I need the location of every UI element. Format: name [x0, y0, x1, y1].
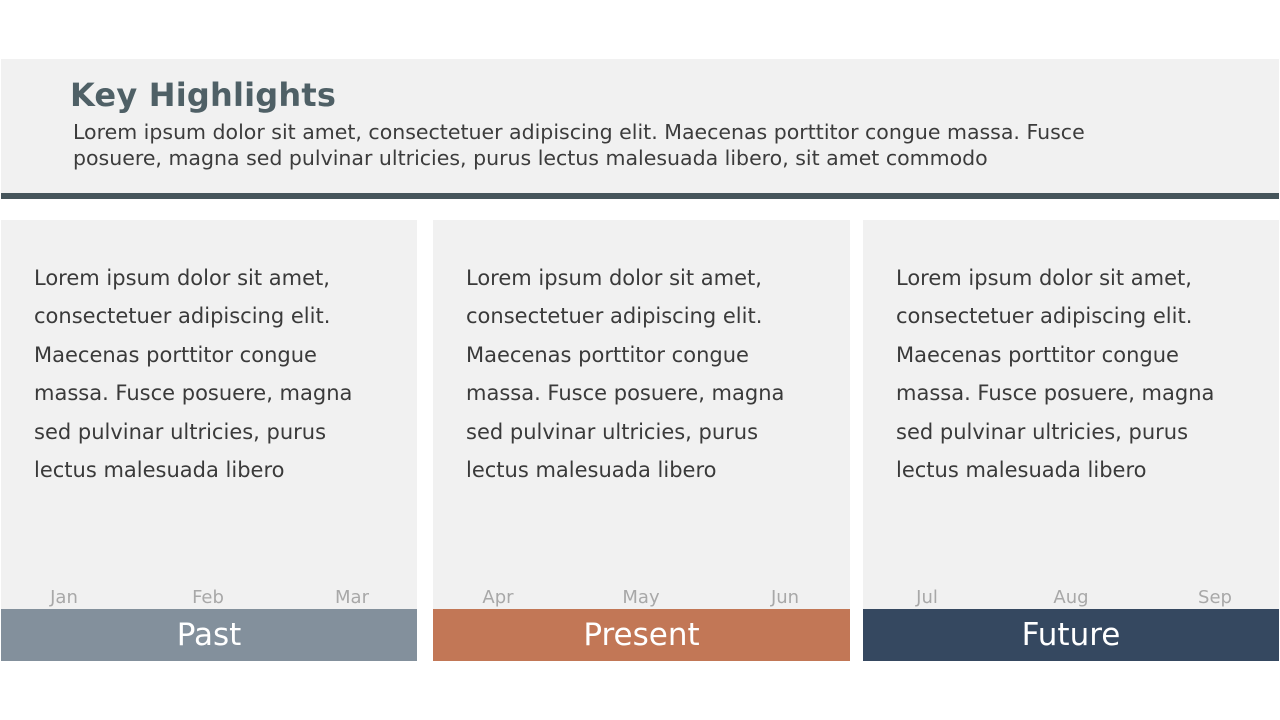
- month-label: Apr: [482, 587, 514, 608]
- future-button[interactable]: Future: [863, 609, 1279, 661]
- header-divider: [1, 193, 1279, 199]
- card-present: [433, 220, 850, 661]
- present-button[interactable]: Present: [433, 609, 850, 661]
- card-past-body: Lorem ipsum dolor sit amet, consectetuer adipiscing elit. Maecenas porttitor congue massa. Fusce posuere, magna sed pulvinar ultricies, purus lectus malesuada libero: [34, 266, 353, 483]
- month-label: Feb: [192, 587, 224, 608]
- month-label: Jul: [916, 587, 938, 608]
- card-present-body: Lorem ipsum dolor sit amet, consectetuer adipiscing elit. Maecenas porttitor congue massa. Fusce posuere, magna sed pulvinar ultricies, purus lectus malesuada libero: [466, 266, 785, 483]
- card-future-months: [863, 587, 1279, 609]
- month-label: Mar: [335, 587, 369, 608]
- card-past: [1, 220, 417, 661]
- month-label: Jan: [50, 587, 78, 608]
- card-future-body: Lorem ipsum dolor sit amet, consectetuer adipiscing elit. Maecenas porttitor congue massa. Fusce posuere, magna sed pulvinar ultricies, purus lectus malesuada libero: [896, 266, 1215, 483]
- month-label: Sep: [1198, 587, 1232, 608]
- month-label: May: [622, 587, 660, 608]
- page-title: Key Highlights: [70, 76, 337, 114]
- month-label: Jun: [770, 587, 800, 608]
- card-present-months: [433, 587, 850, 609]
- card-past-months: [1, 587, 417, 609]
- month-label: Aug: [1053, 587, 1089, 608]
- past-button[interactable]: Past: [1, 609, 417, 661]
- card-future: [863, 220, 1279, 661]
- header-description: Lorem ipsum dolor sit amet, consectetuer adipiscing elit. Maecenas porttitor congue massa. Fusce posuere, magna sed pulvinar ultricies, purus lectus malesuada libero, sit amet commodo: [73, 120, 1085, 170]
- header-panel: [1, 59, 1279, 193]
